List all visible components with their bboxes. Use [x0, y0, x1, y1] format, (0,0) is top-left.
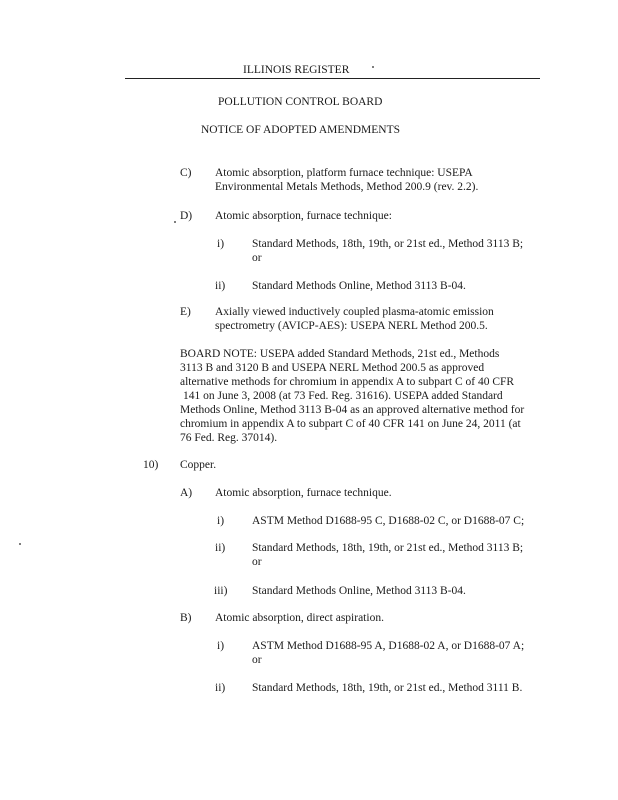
- item-e-line1: Axially viewed inductively coupled plasma-atomic emission: [215, 306, 494, 318]
- copper-a-ii-line1: Standard Methods, 18th, 19th, or 21st ed., Method 3113 B;: [252, 542, 524, 554]
- copper-b-i-label: i): [217, 640, 225, 652]
- board-note-line-3: alternative methods for chromium in appendix A to subpart C of 40 CFR: [180, 376, 515, 388]
- item-d-i-line2: or: [252, 252, 262, 264]
- copper-b-i-line1: ASTM Method D1688-95 A, D1688-02 A, or D1688-07 A;: [252, 640, 525, 652]
- copper-a-i-text: ASTM Method D1688-95 C, D1688-02 C, or D1688-07 C;: [252, 515, 525, 527]
- board-note-line-6: chromium in appendix A to subpart C of 40 CFR 141 on June 24, 2011 (at: [180, 418, 521, 430]
- item-d-i-label: i): [217, 238, 225, 250]
- register-title: ILLINOIS REGISTER: [243, 64, 350, 76]
- copper-a-iii-label: iii): [214, 585, 228, 597]
- copper-a-text: Atomic absorption, furnace technique.: [215, 487, 392, 499]
- board-note-line-2: 3113 B and 3120 B and USEPA NERL Method 200.5 as approved: [180, 362, 485, 374]
- board-note-line-7: 76 Fed. Reg. 37014).: [180, 432, 278, 444]
- copper-a-ii-label: ii): [215, 542, 226, 554]
- copper-number: 10): [143, 459, 159, 471]
- item-d-ii-text: Standard Methods Online, Method 3113 B-04.: [252, 280, 466, 292]
- item-e-line2: spectrometry (AVICP-AES): USEPA NERL Method 200.5.: [215, 320, 488, 332]
- board-name: POLLUTION CONTROL BOARD: [218, 96, 383, 108]
- scan-speck: [19, 543, 21, 545]
- item-c-line1: Atomic absorption, platform furnace technique: USEPA: [215, 167, 473, 179]
- copper-a-ii-line2: or: [252, 556, 262, 568]
- copper-a-iii-text: Standard Methods Online, Method 3113 B-04.: [252, 585, 466, 597]
- item-c-line2: Environmental Metals Methods, Method 200.9 (rev. 2.2).: [215, 181, 479, 193]
- copper-a-label: A): [180, 487, 193, 499]
- copper-b-ii-text: Standard Methods, 18th, 19th, or 21st ed., Method 3111 B.: [252, 682, 523, 694]
- scan-speck: [174, 221, 176, 223]
- scan-speck: [372, 66, 374, 68]
- item-c-label: C): [180, 167, 192, 179]
- header-rule: [125, 78, 540, 79]
- item-d-text: Atomic absorption, furnace technique:: [215, 210, 392, 222]
- board-note-line-1: BOARD NOTE: USEPA added Standard Methods, 21st ed., Methods: [180, 348, 500, 360]
- copper-b-label: B): [180, 612, 192, 624]
- copper-b-ii-label: ii): [215, 682, 226, 694]
- item-d-i-line1: Standard Methods, 18th, 19th, or 21st ed., Method 3113 B;: [252, 238, 524, 250]
- item-d-ii-label: ii): [215, 280, 226, 292]
- board-note-line-5: Methods Online, Method 3113 B-04 as an approved alternative method for: [180, 404, 525, 416]
- copper-b-i-line2: or: [252, 654, 262, 666]
- copper-b-text: Atomic absorption, direct aspiration.: [215, 612, 384, 624]
- copper-title: Copper.: [180, 459, 217, 471]
- copper-a-i-label: i): [217, 515, 225, 527]
- item-d-label: D): [180, 210, 193, 222]
- notice-title: NOTICE OF ADOPTED AMENDMENTS: [201, 124, 401, 136]
- item-e-label: E): [180, 306, 191, 318]
- board-note-line-4: 141 on June 3, 2008 (at 73 Fed. Reg. 31616). USEPA added Standard: [183, 390, 503, 402]
